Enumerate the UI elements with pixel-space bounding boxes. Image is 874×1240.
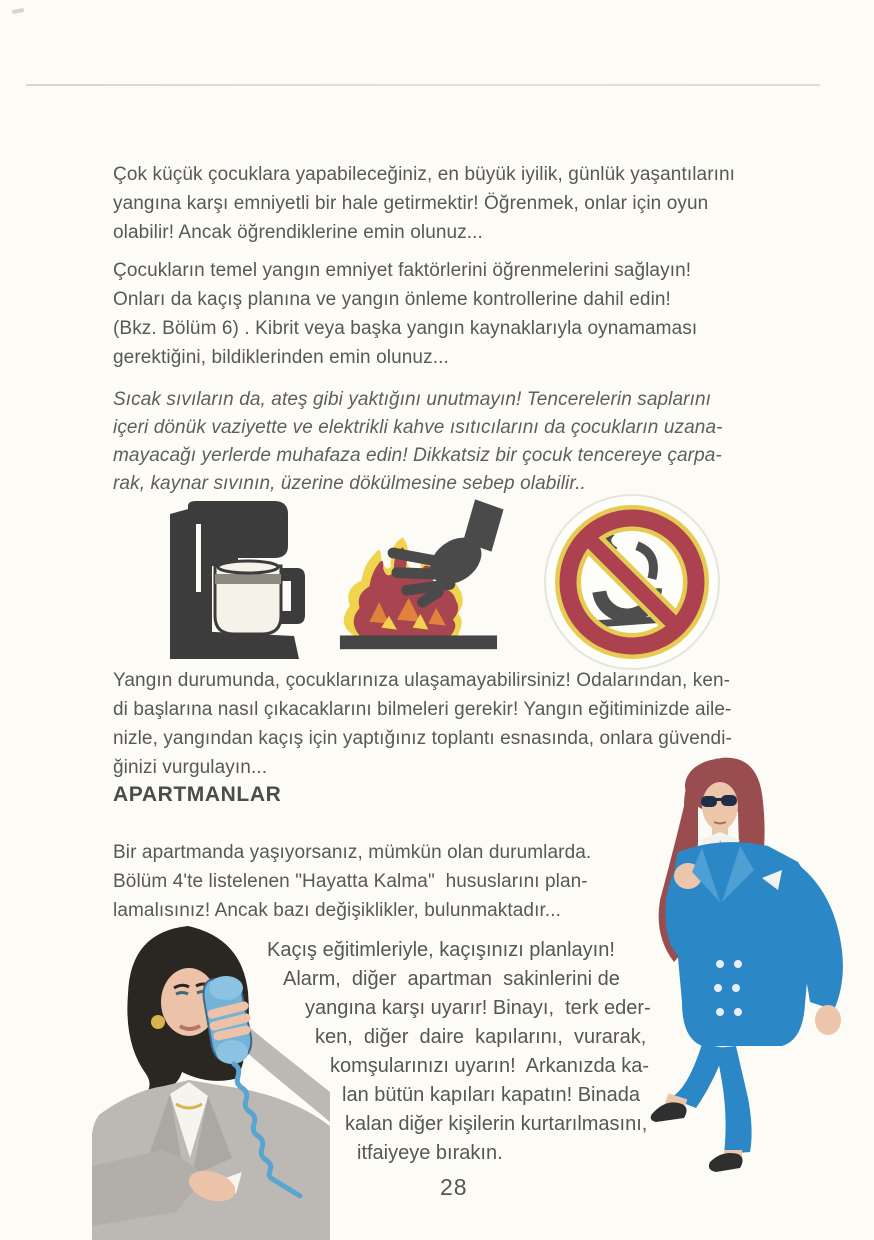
- text-line: nizle, yangından kaçış için yaptığınız toplantı esnasında, onlara güvendi-: [113, 728, 732, 749]
- text-line: komşularınızı uyarın! Arkanızda ka-: [330, 1055, 650, 1077]
- text-line: içeri dönük vaziyette ve elektrikli kahve ısıtıcılarını da çocukların uzana-: [113, 417, 723, 438]
- text-line: Kaçış eğitimleriyle, kaçışınızı planlayın!: [267, 939, 615, 961]
- text-line: kalan diğer kişilerin kurtarılmasını,: [345, 1113, 648, 1135]
- text-line: Bölüm 4'te listelenen "Hayatta Kalma" hususlarını plan-: [113, 871, 588, 892]
- hand-over-flames-icon: [332, 498, 504, 660]
- text-line: di başlarına nasıl çıkacaklarını bilmeleri gerekir! Yangın eğitiminizde aile-: [113, 699, 732, 720]
- text-line: Sıcak sıvıların da, ateş gibi yaktığını unutmayın! Tencerelerin saplarını: [113, 389, 712, 410]
- text-line: ken, diğer daire kapılarını, vurarak,: [315, 1026, 647, 1048]
- paragraph-fire-safety-factors: [113, 256, 697, 372]
- text-line: Çok küçük çocuklara yapabileceğiniz, en büyük iyilik, günlük yaşantılarını: [113, 164, 736, 185]
- page-number: 28: [440, 1174, 468, 1200]
- text-line: Alarm, diğer apartman sakinlerini de: [283, 968, 620, 990]
- text-line: rak, kaynar sıvının, üzerine dökülmesine sebep olabilir..: [113, 473, 586, 494]
- no-hot-liquids-sign-illustration: [540, 494, 726, 679]
- walking-woman-figure: [632, 752, 874, 1182]
- gold-earring: [151, 1015, 165, 1029]
- blue-suit-woman-illustration: [632, 752, 874, 1187]
- phone-woman-illustration: [92, 922, 330, 1240]
- header-divider-line: [26, 84, 820, 86]
- text-line: Onları da kaçış planına ve yangın önleme kontrollerine dahil edin!: [113, 289, 671, 310]
- text-line: lamalısınız! Ancak bazı değişiklikler, bulunmaktadır...: [113, 900, 561, 921]
- text-line: lan bütün kapıları kapatın! Binada: [342, 1084, 640, 1106]
- hand-silhouette: [393, 500, 503, 602]
- text-line: itfaiyeye bırakın.: [357, 1142, 503, 1164]
- text-line: (Bkz. Bölüm 6) . Kibrit veya başka yangın kaynaklarıyla oynamaması: [113, 318, 698, 339]
- prohibition-sign-icon: [540, 494, 726, 674]
- paragraph-children-intro: [113, 160, 735, 247]
- text-line: olabilir! Ancak öğrendiklerine emin olunuz...: [113, 222, 483, 243]
- coffee-maker-illustration: [158, 498, 310, 671]
- paragraph-hot-liquids-warning: [113, 386, 723, 498]
- text-line: yangına karşı uyarır! Binayı, terk eder-: [305, 997, 651, 1019]
- section-heading-apartments: APARTMANLAR: [113, 783, 282, 806]
- coffee-maker-icon: [158, 498, 310, 666]
- text-line: yangına karşı emniyetli bir hale getirmektir! Öğrenmek, onlar için oyun: [113, 193, 709, 214]
- paragraph-apartment-living: [113, 838, 591, 925]
- text-line: mayacağı yerlerde muhafaza edin! Dikkatsiz bir çocuk tencereye çarpa-: [113, 445, 722, 466]
- hand-over-flames-illustration: [332, 498, 504, 665]
- text-line: gerektiğini, bildiklerinden emin olunuz...: [113, 347, 449, 368]
- text-line: Bir apartmanda yaşıyorsanız, mümkün olan durumlarda.: [113, 842, 592, 863]
- text-line: ğinizi vurgulayın...: [113, 757, 268, 778]
- text-line: Yangın durumunda, çocuklarınıza ulaşamayabilirsiniz! Odalarından, ken-: [113, 670, 731, 691]
- telephone-woman-figure: [92, 922, 330, 1240]
- scan-artifact: [12, 8, 25, 14]
- text-line: Çocukların temel yangın emniyet faktörlerini öğrenmelerini sağlayın!: [113, 260, 692, 281]
